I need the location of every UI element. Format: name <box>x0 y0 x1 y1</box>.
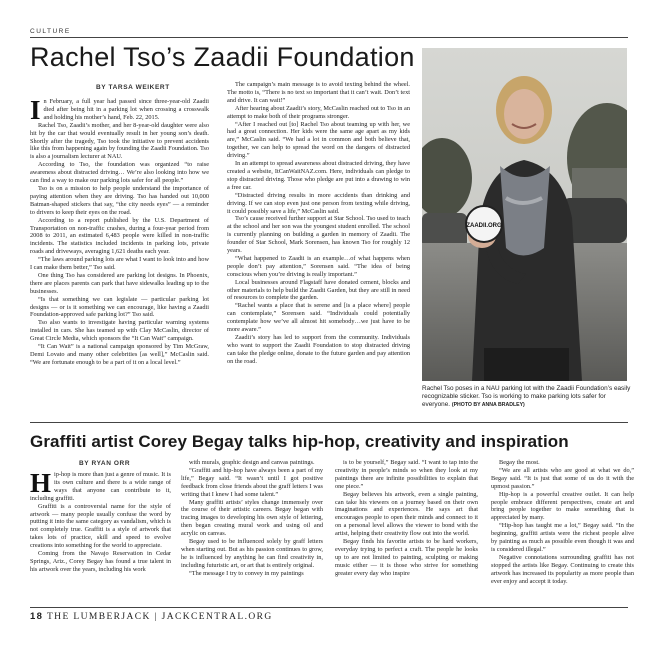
page-number: 18 <box>30 611 44 622</box>
article-2-title: Graffiti artist Corey Begay talks hip-hop, creativity and inspiration <box>30 432 569 451</box>
photo-caption <box>422 385 634 410</box>
paragraph: Negative connotations surrounding graffiti has not stopped the artists like Begay. Continuing to create this artwork has increased its popularity as more people than ever enjoy and accept it today. <box>491 553 634 585</box>
paragraph: Hip-hop is a powerful creative outlet. It can help people embrace different perspectives, create art and bring people together to make something that is appreciated by many. <box>491 490 634 522</box>
svg-text:ZAADII.ORG: ZAADII.ORG <box>466 223 502 229</box>
article-column-1 <box>30 95 209 367</box>
article-column-2 <box>227 81 410 366</box>
paragraph: Begay the most. <box>499 459 540 466</box>
paragraph: In an attempt to spread awareness about distracted driving, they have created a website, ItCanWaitNAZ.com. Here, individuals can pledge to stop distracted driving. Those who pledge are put into a drawing to win a free car. <box>227 160 410 191</box>
paragraph: Graffiti is a controversial name for the style of artwork — many people usually confuse the word by putting it into the same category as vandalism, which is not completely true. Graffiti is a style of artwork that takes lots of practice, skill and speed to evolve creations into something for the world to appreciate. <box>30 502 171 550</box>
footer-rule <box>30 607 628 608</box>
paragraph: Begay believes his artwork, even a single painting, can take his viewers on a journey based on their own imaginations and experiences. He says art that encourages people to open their minds and connect to it on a personal level allows the viewer to bond with the artist, helping their creativity flow out into the world. <box>335 490 478 538</box>
section-divider <box>30 422 628 423</box>
publication-name: THE LUMBERJACK <box>46 612 151 622</box>
drop-cap-2: H <box>30 468 52 498</box>
portrait-photo-image <box>422 48 627 381</box>
paragraph: “Distracted driving results in more accidents than drinking and driving. If we can stop even just one person from texting while driving, it could possibly save a life,” McCaslin said. <box>227 191 410 215</box>
paragraph: Tso also wants to investigate having particular warning systems installed in cars. She has teamed up with Clay McCaslin, director of Great Circle Media, which sponsors the “It Can Wait” campaign. <box>30 319 209 343</box>
paragraph: Tso is on a mission to help people understand the importance of paying attention when they are driving. Tso has handed out 10,000 Batman-shaped stickers that say, “the city needs eyes” — a reminder to drivers to keep their eyes on the road. <box>30 184 209 216</box>
article-2-column-3 <box>335 459 478 578</box>
paragraph: is to be yourself,” Begay said. “I want to tap into the creativity in people’s minds so when they look at my paintings there are infinite possibilities to explain that one piece.” <box>335 459 478 490</box>
paragraph: “We are all artists who are good at what we do,” Begay said. “It is just that some of us do it with the upmost passion.” <box>491 466 634 490</box>
paragraph: Begay used to be influenced solely by graff letters when starting out. But as his passion continues to grow, he is influenced by anything he can find creativity in, including futuristic art, or art that is entirely original. <box>181 538 323 569</box>
caption-text: Rachel Tso poses in a NAU parking lot with the Zaadii Foundation’s easily recognizable sticker. Tso is working to make parking lots safer for everyone. <box>422 385 631 408</box>
paragraph: Coming from the Navajo Reservation in Cedar Springs, Ariz., Corey Begay has found a true talent in his artwork over the years, including his work <box>30 550 171 573</box>
paragraph: According to Tso, the foundation was organized “to raise awareness about distracted driving… We’re also looking into how we can find a way to make our parking lots safer for all people.” <box>30 161 209 185</box>
paragraph: “Hip-hop has taught me a lot,” Begay said. “In the beginning, graffiti artists were the richest people alive by painting as much as possible even though it was and is considered illegal.” <box>491 522 634 553</box>
header-rule <box>30 37 628 38</box>
paragraph: Zaadii’s story has led to support from the community. Individuals who want to support the Zaadii Foundation to stop distracted driving can take the pledge online, donate to the future garden and pay attention on the road. <box>227 334 410 365</box>
paragraph: “It Can Wait” is a national campaign sponsored by Tim McGraw, Demi Lovato and many other celebrities [as well],” McCaslin said. “We are fortunate enough to be a part of it on a local level.” <box>30 343 209 366</box>
paragraph: The campaign’s main message is to avoid texting behind the wheel. The motto is, “There is no text so important that it can’t wait. Don’t text and drive. It can wait!” <box>227 81 410 104</box>
article-2-column-4 <box>491 459 634 586</box>
page-footer <box>30 611 273 622</box>
paragraph: “After I reached out [to] Rachel Tso about teaming up with her, we had a great connection. Her kids were the same age apart as my kids are,” McCaslin said. “We had a lot in common and both believe that, together, we can help to spread the word on the dangers of distracted driving.” <box>227 120 410 160</box>
article-photo <box>422 48 627 381</box>
paragraph: n February, a full year had passed since three-year-old Zaadii died after being hit in a parking lot when crossing a crosswalk and holding his mother’s hand, Feb. 22, 2015. <box>43 98 209 121</box>
byline: BY TARSA WEIKERT <box>96 84 170 91</box>
paragraph: ip-hop is more than just a genre of music. It is its own culture and there is a wide range of ways that anyone can contribute to it, including graffiti. <box>30 471 171 502</box>
paragraph: “The laws around parking lots are what I want to look into and how I can make them better,” Tso said. <box>30 256 209 272</box>
paragraph: Begay finds his favorite artists to be hard workers, everyday trying to perfect a craft. The people he looks up to are not limited to painting, sculpting or making music either — it is those who strive for something greater every day who inspire <box>335 538 478 577</box>
paragraph: One thing Tso has considered are parking lot designs. In Phoenix, there are places parents can park that have sidewalks leading up to the businesses. <box>30 271 209 295</box>
article-title: Rachel Tso’s Zaadii Foundation <box>30 42 415 72</box>
paragraph: “Is that something we can legislate — particular parking lot designs — or is it something we can encourage, like having a Zaadii Foundation-approved safe parking lot?” Tso said. <box>30 295 209 319</box>
drop-cap: I <box>30 95 41 125</box>
paragraph: After hearing about Zaadii’s story, McCaslin reached out to Tso in an attempt to make both of their programs stronger. <box>227 104 410 120</box>
paragraph: with murals, graphic design and canvas paintings. <box>189 459 315 466</box>
paragraph: Many graffiti artists’ styles change immensely over the course of their artistic careers. Begay began with tracing images to developing his own style of lettering, then began creating mural work and using oil and acrylic on canvas. <box>181 498 323 538</box>
paragraph: According to a report published by the U.S. Department of Transportation on non-traffic crashes, during a four-year period from 2008 to 2011, an estimated 6,483 people were killed in non-traffic incidents. The statistics included incidents in parking lots, private roads and driveways, averaging 1,621 deaths each year. <box>30 216 209 256</box>
paragraph: “What happened to Zaadii is an example…of what happens when people don’t pay attention,” Sorensen said. “The idea of being conscious when you’re driving is really important.” <box>227 254 410 278</box>
footer-separator: | <box>154 612 158 622</box>
paragraph: “The message I try to convey in my paintings <box>189 569 304 577</box>
byline-2: BY RYAN ORR <box>79 460 131 467</box>
photo-credit: (PHOTO BY ANNA BRADLEY) <box>451 401 525 408</box>
article-2-column-2 <box>181 459 323 578</box>
paragraph: “Graffiti and hip-hop have always been a part of my life,” Begay said. “It wasn’t until I got positive feedback from close friends about the graff letters I was writing that I knew I had some talent.” <box>181 466 323 498</box>
paragraph: Rachel Tso, Zaadii’s mother, and her 8-year-old daughter were also hit by the car that would eventually result in her young son’s death. Shortly after the tragedy, Tso took the initiative to prevent accidents like this from happening again by founding the Zaadii Foundation. Tso is also a journalism lecturer at NAU. <box>30 121 209 161</box>
paragraph: Local businesses around Flagstaff have donated cement, blocks and other materials to help build the Zaadii Garden, but they are still in need of resources to complete the garden. <box>227 278 410 302</box>
paragraph: Tso’s cause received further support at Star School. Tso used to teach at the school and her son was the youngest student enrolled. The school is currently planning on building a garden in memory of Zaadii. The founder of Star School, Mark Sorensen, has known Tso for roughly 12 years. <box>227 215 410 255</box>
paragraph: “Rachel wants a place that is serene and [is a place where] people can contemplate,” Sorensen said. “Individuals could potentially contemplate how we’ve all almost hit somebody…we just have to be more aware.” <box>227 302 410 334</box>
website: JACKCENTRAL.ORG <box>161 612 273 622</box>
article-2-column-1 <box>30 468 171 574</box>
section-label: CULTURE <box>30 28 71 35</box>
